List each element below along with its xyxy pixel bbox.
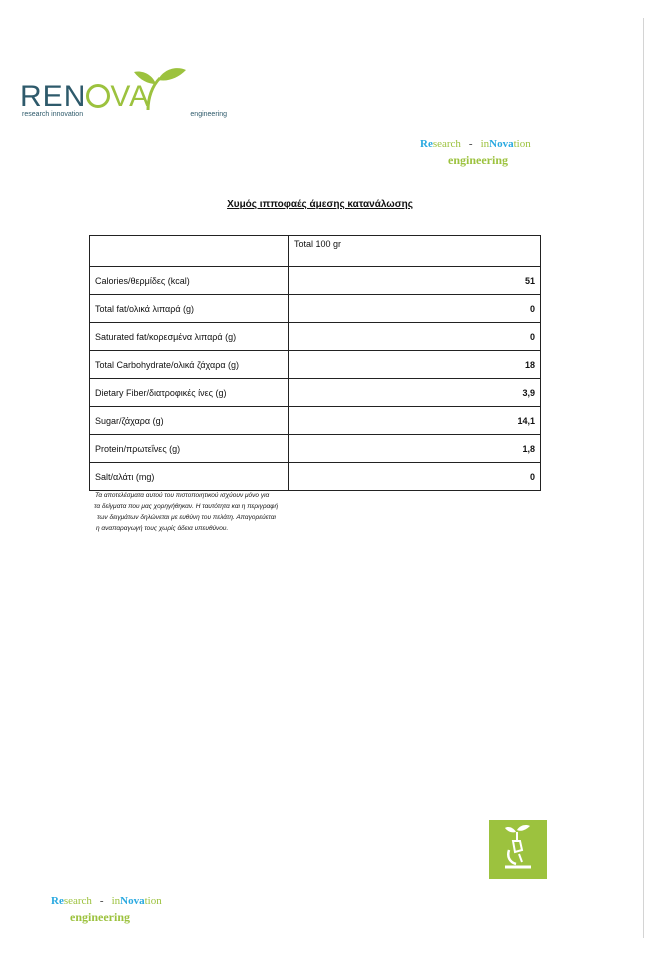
row-label: Total fat/ολικά λιπαρά (g) — [90, 295, 289, 323]
tagline-r: Re — [420, 138, 433, 150]
tagline-search: search — [63, 895, 92, 907]
header-label-cell — [90, 236, 289, 267]
table-row — [90, 267, 541, 295]
disclaimer-line: Τα αποτελέσματα αυτού του πιστοποιητικού ισχύουν μόνο για — [95, 492, 270, 499]
row-value: 18 — [289, 351, 541, 379]
microscope-sprout-graphic — [489, 820, 547, 879]
tagline-dash: - — [99, 895, 104, 907]
logo-subtitle-left: research innovation — [22, 111, 84, 118]
table-row — [90, 295, 541, 323]
tagline-nova: Nova — [489, 138, 514, 150]
disclaimer-line: τα δείγματα που μας χορηγήθηκαν. Η ταυτότητα και η περιγραφή — [94, 503, 279, 510]
table-row — [90, 435, 541, 463]
row-label: Saturated fat/κορεσμένα λιπαρά (g) — [90, 323, 289, 351]
row-value: 0 — [289, 323, 541, 351]
row-value: 1,8 — [289, 435, 541, 463]
row-value: 51 — [289, 267, 541, 295]
logo-subtitle — [22, 111, 227, 118]
microscope-sprout-icon — [489, 820, 547, 879]
tagline-engineering: engineering — [448, 153, 508, 167]
tagline-nova: Nova — [120, 895, 145, 907]
tagline-search: search — [432, 138, 461, 150]
disclaimer-line: η αναπαραγωγή τους χωρίς άδεια υπευθύνου. — [96, 525, 229, 532]
tagline-top — [420, 137, 531, 167]
row-label: Sugar/ζάχαρα (g) — [90, 407, 289, 435]
tagline-engineering: engineering — [70, 910, 130, 924]
row-value: 0 — [289, 295, 541, 323]
tagline-in: in — [480, 138, 490, 150]
logo-wordmark — [20, 82, 150, 112]
row-label: Calories/θερμίδες (kcal) — [90, 267, 289, 295]
table-row — [90, 379, 541, 407]
tagline-tion: tion — [144, 895, 162, 907]
row-label: Protein/πρωτεΐνες (g) — [90, 435, 289, 463]
logo-wordmark-n: N — [63, 80, 87, 113]
renova-logo — [20, 64, 230, 122]
disclaimer-line: των δειγμάτων δηλώνεται με ευθύνη του πελάτη. Απαγορεύεται — [97, 514, 276, 521]
row-value: 0 — [289, 463, 541, 491]
table-row — [90, 323, 541, 351]
tagline-dash: - — [468, 138, 473, 150]
tagline-tion: tion — [513, 138, 531, 150]
tagline-in: in — [111, 895, 121, 907]
row-value: 3,9 — [289, 379, 541, 407]
disclaimer-text — [95, 490, 355, 534]
logo-ring-icon — [86, 84, 110, 108]
logo-wordmark-re: RE — [20, 80, 64, 113]
row-value: 14,1 — [289, 407, 541, 435]
row-label: Dietary Fiber/διατροφικές ίνες (g) — [90, 379, 289, 407]
tagline-bottom — [51, 894, 162, 924]
table-header-row — [90, 236, 541, 267]
page-edge — [643, 18, 644, 938]
tagline-r: Re — [51, 895, 64, 907]
nutrition-table — [89, 235, 541, 491]
table-row — [90, 407, 541, 435]
document-title: Χυμός ιπποφαές άμεσης κατανάλωσης — [227, 199, 413, 210]
logo-wordmark-va: VA — [110, 80, 151, 113]
row-label: Total Carbohydrate/ολικά ζάχαρα (g) — [90, 351, 289, 379]
logo-subtitle-right: engineering — [190, 111, 227, 118]
header-value-cell: Total 100 gr — [289, 236, 541, 267]
table-row — [90, 351, 541, 379]
table-row — [90, 463, 541, 491]
row-label: Salt/αλάτι (mg) — [90, 463, 289, 491]
